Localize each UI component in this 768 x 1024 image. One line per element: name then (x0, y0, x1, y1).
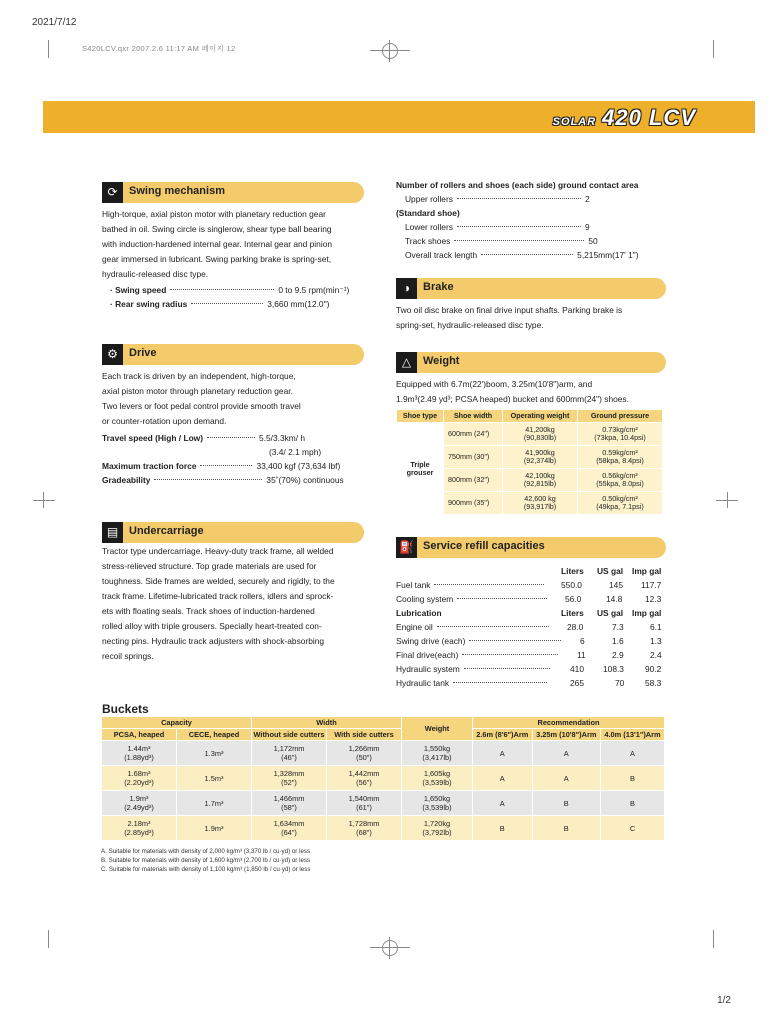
brake-description: Two oil disc brake on final drive input shafts. Parking brake is spring-set, hydraulic-released disc type. (396, 305, 623, 330)
standard-shoe-label: (Standard shoe) (396, 208, 460, 218)
print-date: 2021/7/12 (32, 17, 77, 28)
refill-hyd-tank-label: Hydraulic tank (396, 678, 551, 688)
refill-engine-oil-label: Engine oil (396, 622, 553, 632)
spec-rear-swing-radius: · Rear swing radius 3,660 mm(12.0") (110, 299, 330, 309)
spec-swing-speed: · Swing speed 0 to 9.5 rpm(min⁻¹) (110, 285, 350, 295)
refill-col-liters: Liters (561, 608, 584, 618)
col-header: 3.25m (10'8")Arm (532, 729, 600, 741)
refill-value: 6 (580, 636, 585, 646)
col-header: Ground pressure (578, 410, 663, 423)
table-row: 750mm (30") 41,900kg (92,374lb) 0.59kg/cm² (58kpa, 8.4psi) (397, 446, 663, 469)
section-drive-header (102, 344, 364, 365)
swing-icon: ⟳ (102, 182, 123, 203)
refill-value: 145 (609, 580, 623, 590)
col-group-header: Recommendation (473, 717, 665, 729)
table-row: 800mm (32") 42,100kg (92,815lb) 0.56kg/cm² (55kpa, 8.0psi) (397, 469, 663, 492)
col-header: Shoe type (397, 410, 444, 423)
table-row: 900mm (35") 42,600 kg (93,917lb) 0.50kg/cm² (49kpa, 7.1psi) (397, 492, 663, 515)
table-row: Triple grouser 600mm (24") 41,200kg (90,830lb) 0.73kg/cm² (73kpa, 10.4psi) (397, 423, 663, 446)
refill-value: 117.7 (641, 580, 662, 590)
swing-description: High-torque, axial piston motor with planetary reduction gear bathed in oil. Swing circle is singlerow, shear type ball bearing with induction-hardened internal gear. Internal gear and pinion gear immersed in lubricant. Swing parking brake is spring-set, hydraulic-released disc type. (102, 209, 333, 279)
note-a: A. Suitable for materials with density of 2,000 kg/m³ (3,370 lb / cu·yd) or less (101, 848, 311, 855)
spec-upper-rollers: Upper rollers 2 (405, 194, 590, 204)
table-row: 1.68m³ (2.20yd³) 1.5m³ 1,328mm (52") 1,442mm (56") 1,605kg (3,539lb) A A B (102, 766, 665, 791)
drive-icon: ⚙ (102, 344, 123, 365)
refill-swing-drive-label: Swing drive (each) (396, 636, 565, 646)
refill-cooling-label: Cooling system (396, 594, 551, 604)
col-header: Weight (402, 717, 473, 741)
col-header: Operating weight (503, 410, 578, 423)
section-weight-header (396, 352, 666, 373)
note-c: C. Suitable for materials with density of 1,100 kg/m³ (1,850 lb / cu·yd) or less (101, 866, 311, 873)
section-brake-header (396, 278, 666, 299)
refill-value: 14.8 (606, 594, 623, 604)
weight-table (396, 409, 663, 515)
buckets-title: Buckets (102, 702, 149, 716)
refill-value: 410 (570, 664, 584, 674)
brand-solar: SOLAR (552, 116, 597, 128)
weight-icon: △ (396, 352, 417, 373)
spec-track-length: Overall track length 5,215mm(17' 1") (405, 250, 639, 260)
refill-final-drive-label: Final drive(each) (396, 650, 562, 660)
drive-description: Each track is driven by an independent, high-torque, axial piston motor through planetary reduction gear. Two levers or foot pedal control provide smooth travel or counter-rotation upon demand. (102, 371, 301, 426)
refill-value: 12.3 (645, 594, 662, 604)
refill-value: 1.6 (612, 636, 624, 646)
brand-model: 420 LCV (602, 105, 696, 130)
weight-description: Equipped with 6.7m(22')boom, 3.25m(10'8")arm, and 1.9m³(2.49 yd³; PCSA heaped) bucket and 600mm(24") shoes. (396, 379, 629, 404)
refill-value: 28.0 (567, 622, 584, 632)
buckets-table (101, 716, 665, 841)
shoe-type: Triple grouser (397, 423, 444, 515)
file-info: S420LCV.qxr 2007.2.6 11:17 AM 페이지 12 (82, 44, 236, 53)
col-group-header: Width (252, 717, 402, 729)
col-header: 2.6m (8'6")Arm (473, 729, 533, 741)
col-group-header: Capacity (102, 717, 252, 729)
refill-value: 1.3 (650, 636, 662, 646)
spec-travel-speed: Travel speed (High / Low) 5.5/3.3km/ h (102, 433, 306, 443)
spec-track-shoes: Track shoes 50 (405, 236, 598, 246)
refill-col-usgal: US gal (597, 608, 624, 618)
refill-value: 265 (570, 678, 584, 688)
spec-travel-speed-mph: (3.4/ 2.1 mph) (269, 447, 322, 457)
refill-icon: ⛽ (396, 537, 417, 558)
undercarriage-description: Tractor type undercarriage. Heavy-duty track frame, all welded stress-relieved structure. Top grade materials are used for toughness. Side frames are welded, securely and rigidly, to the track frame. Lifetime-lubricated track rollers, idlers and sprock- ets with floating seals. Track shoes of induction-hardened rolled alloy with triple grousers. Specially heart-treated con- necting pins. Hydraulic track adjusters with shock-absorbing recoil springs. (102, 546, 335, 661)
page-number: 1/2 (717, 995, 731, 1006)
refill-hyd-system-label: Hydraulic system (396, 664, 554, 674)
brand-logo (553, 105, 696, 131)
col-header: 4.0m (13'1")Arm (600, 729, 664, 741)
refill-value: 90.2 (645, 664, 662, 674)
refill-value: 70 (615, 678, 625, 688)
note-b: B. Suitable for materials with density of 1,600 kg/m³ (2,700 lb / cu·yd) or less (101, 857, 311, 864)
bucket-notes (101, 847, 310, 874)
refill-fuel-label: Fuel tank (396, 580, 548, 590)
refill-col-impgal: Imp gal (632, 608, 662, 618)
section-title: Brake (423, 281, 454, 293)
col-header: Without side cutters (252, 729, 327, 741)
col-header: With side cutters (327, 729, 402, 741)
spec-lower-rollers: Lower rollers 9 (405, 222, 590, 232)
section-swing-header (102, 182, 364, 203)
spec-traction-force: Maximum traction force 33,400 kgf (73,634 lbf) (102, 461, 341, 471)
refill-col-usgal: US gal (597, 566, 624, 576)
refill-value: 56.0 (565, 594, 582, 604)
col-header: Shoe width (444, 410, 503, 423)
section-title: Undercarriage (129, 525, 204, 537)
section-refill-header (396, 537, 666, 558)
col-header: PCSA, heaped (102, 729, 177, 741)
table-row: 2.18m³ (2.85yd³) 1.9m³ 1,634mm (64") 1,728mm (68") 1,720kg (3,792lb) B B C (102, 816, 665, 841)
refill-value: 550.0 (561, 580, 582, 590)
refill-value: 58.3 (645, 678, 662, 688)
refill-value: 2.4 (650, 650, 662, 660)
refill-value: 6.1 (650, 622, 662, 632)
brake-icon: ◑ (396, 278, 417, 299)
refill-value: 11 (577, 650, 586, 660)
table-row: 1.9m³ (2.49yd³) 1.7m³ 1,466mm (58") 1,540mm (61") 1,650kg (3,539lb) A B B (102, 791, 665, 816)
section-title: Service refill capacities (423, 540, 545, 552)
refill-value: 2.9 (612, 650, 624, 660)
section-title: Weight (423, 355, 460, 367)
undercarriage-icon: ▤ (102, 522, 123, 543)
section-title: Swing mechanism (129, 185, 225, 197)
refill-value: 108.3 (603, 664, 624, 674)
section-title: Drive (129, 347, 157, 359)
refill-value: 7.3 (612, 622, 624, 632)
refill-lubrication-label: Lubrication (396, 608, 442, 618)
spec-gradeability: Gradeability 35˚(70%) continuous (102, 475, 344, 485)
rollers-heading: Number of rollers and shoes (each side) ground contact area (396, 180, 639, 190)
table-row: 1.44m³ (1.88yd³) 1.3m³ 1,172mm (46") 1,266mm (50") 1,550kg (3,417lb) A A A (102, 741, 665, 766)
refill-col-impgal: Imp gal (632, 566, 662, 576)
col-header: CECE, heaped (177, 729, 252, 741)
section-undercarriage-header (102, 522, 364, 543)
refill-col-liters: Liters (561, 566, 584, 576)
